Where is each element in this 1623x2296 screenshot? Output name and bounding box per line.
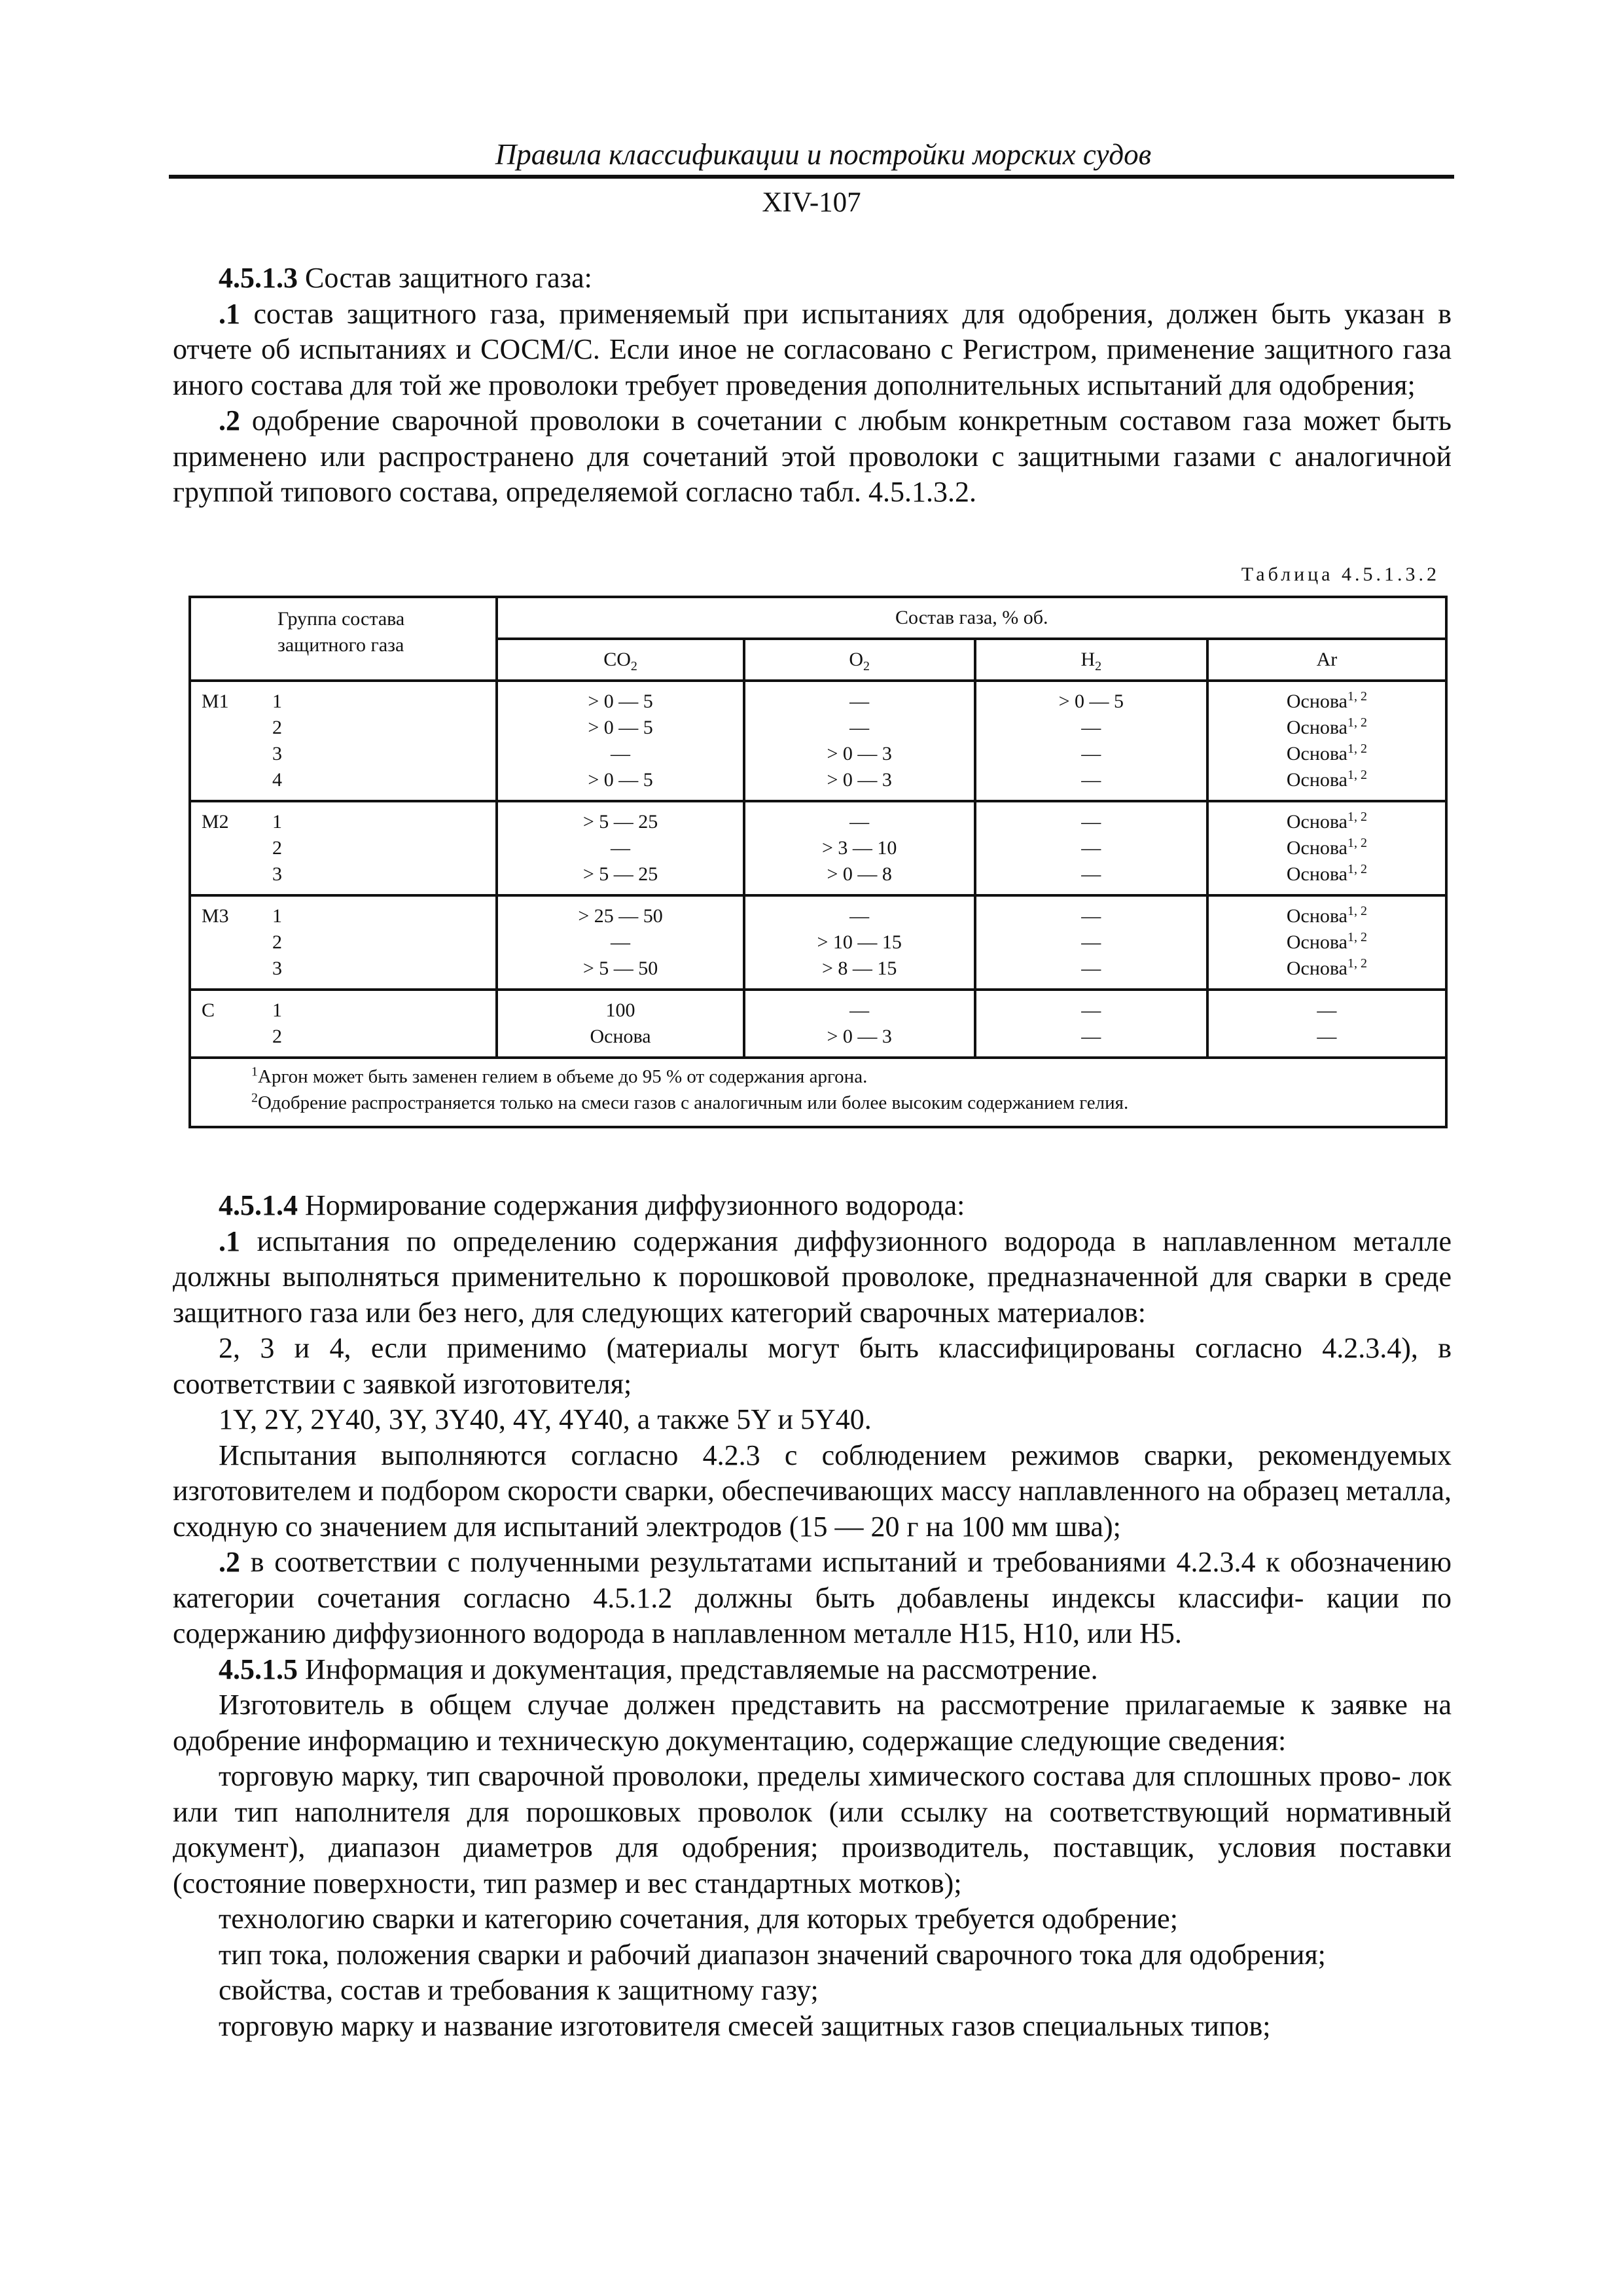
value-co2: Основа bbox=[590, 1026, 651, 1047]
value-h2: — bbox=[1081, 837, 1101, 859]
section-4514-para-b: 1Y, 2Y, 2Y40, 3Y, 3Y40, 4Y, 4Y40, а также 5Y и 5Y40. bbox=[219, 1403, 872, 1435]
table-footnotes bbox=[190, 1058, 1446, 1127]
value-co2: 100 bbox=[605, 999, 635, 1021]
subgroup-number: 2 bbox=[272, 837, 282, 859]
cell-ar bbox=[1207, 681, 1446, 801]
subgroup-number: 2 bbox=[272, 931, 282, 953]
value-h2: — bbox=[1081, 811, 1101, 833]
value-ar: Основа$^{1, 2}$ bbox=[1286, 836, 1367, 859]
value-o2: > 0 — 3 bbox=[827, 743, 892, 764]
section-4515-item: торговую марку, тип сварочной проволоки, пределы химического состава для сплошных прово- лок или тип наполнителя для порошковых проволок (или ссылку на соответствующий нормативный документ), диапазон диаметров для одобрения; производитель, поставщик, условия поставки (состояние поверхности, тип размер и вес стандартных мотков); bbox=[173, 1760, 1452, 1899]
gas-composition-table bbox=[188, 596, 1448, 1128]
section-4513-heading: 4.5.1.3 Состав защитного газа: bbox=[219, 262, 592, 294]
col-header-co2: $CO_2$ bbox=[497, 639, 743, 681]
value-o2: — bbox=[849, 905, 870, 927]
value-co2: > 0 — 5 bbox=[588, 769, 653, 791]
value-ar: — bbox=[1317, 999, 1337, 1021]
value-h2: — bbox=[1081, 769, 1101, 791]
group-cell bbox=[190, 895, 497, 990]
group-subnumbers bbox=[272, 903, 282, 982]
header-rule bbox=[169, 175, 1454, 179]
value-ar: Основа$^{1, 2}$ bbox=[1286, 689, 1367, 712]
value-o2: > 0 — 8 bbox=[827, 863, 892, 885]
subgroup-number: 1 bbox=[272, 905, 282, 927]
cell-co2 bbox=[497, 990, 743, 1058]
value-co2: > 0 — 5 bbox=[588, 691, 653, 712]
section-4514-heading: 4.5.1.4 Нормирование содержания диффузионного водорода: bbox=[219, 1189, 965, 1221]
running-header-title: Правила классификации и постройки морских судов bbox=[495, 138, 1152, 171]
section-4514-para-a: 2, 3 и 4, если применимо (материалы могут быть классифицированы согласно 4.2.3.4), в соответствии с заявкой изготовителя; bbox=[173, 1332, 1452, 1400]
subgroup-number: 1 bbox=[272, 691, 282, 712]
group-name: M1 bbox=[202, 691, 229, 712]
subgroup-number: 1 bbox=[272, 811, 282, 833]
cell-co2 bbox=[497, 895, 743, 990]
section-4513 bbox=[173, 260, 1452, 511]
subgroup-number: 2 bbox=[272, 1026, 282, 1047]
cell-h2 bbox=[975, 801, 1207, 895]
value-co2: > 5 — 50 bbox=[582, 958, 658, 979]
value-h2: — bbox=[1081, 717, 1101, 738]
section-4515-heading: 4.5.1.5 Информация и документация, представляемые на рассмотрение. bbox=[219, 1653, 1098, 1685]
section-4514-item-2: .2 в соответствии с полученными результатами испытаний и требованиями 4.2.3.4 к обозначению категории сочетания согласно 4.5.1.2 должны быть добавлены индексы классифи- кации по содержанию диффузионного водорода в наплавленном металле H15, H10, или H5. bbox=[173, 1546, 1452, 1649]
cell-o2 bbox=[744, 895, 975, 990]
subgroup-number: 2 bbox=[272, 717, 282, 738]
value-ar: Основа$^{1, 2}$ bbox=[1286, 904, 1367, 927]
subgroup-number: 3 bbox=[272, 958, 282, 979]
value-h2: — bbox=[1081, 863, 1101, 885]
cell-o2 bbox=[744, 990, 975, 1058]
subgroup-number: 1 bbox=[272, 999, 282, 1021]
value-o2: — bbox=[849, 811, 870, 833]
value-co2: > 5 — 25 bbox=[582, 863, 658, 885]
table-body bbox=[190, 681, 1446, 1058]
section-4513-item-1: .1 состав защитного газа, применяемый при испытаниях для одобрения, должен быть указан в отчете об испытаниях и СОСМ/С. Если иное не согласовано с Регистром, применение защитного газа иного состава для той же проволоки требует проведения дополнительных испытаний для одобрения; bbox=[173, 297, 1452, 401]
value-ar: Основа$^{1, 2}$ bbox=[1286, 742, 1367, 764]
value-co2: — bbox=[611, 743, 631, 764]
cell-ar bbox=[1207, 895, 1446, 990]
cell-o2 bbox=[744, 801, 975, 895]
value-ar: Основа$^{1, 2}$ bbox=[1286, 810, 1367, 833]
value-ar: Основа$^{1, 2}$ bbox=[1286, 768, 1367, 791]
group-name: M2 bbox=[202, 811, 229, 833]
footnote-1: $^1$Аргон может быть заменен гелием в объеме до 95 % от содержания аргона. bbox=[251, 1064, 868, 1087]
col-header-ar: Ar bbox=[1207, 639, 1446, 681]
section-4514 bbox=[173, 1188, 1452, 2044]
section-4515-item: торговую марку и название изготовителя смесей защитных газов специальных типов; bbox=[219, 2009, 1271, 2042]
value-ar: Основа$^{1, 2}$ bbox=[1286, 930, 1367, 953]
value-co2: — bbox=[611, 931, 631, 953]
cell-co2 bbox=[497, 681, 743, 801]
subgroup-number: 3 bbox=[272, 743, 282, 764]
group-subnumbers bbox=[272, 689, 282, 793]
group-name: M3 bbox=[202, 905, 229, 927]
value-h2: — bbox=[1081, 958, 1101, 979]
value-o2: > 10 — 15 bbox=[817, 931, 902, 953]
value-co2: > 0 — 5 bbox=[588, 717, 653, 738]
value-co2: > 25 — 50 bbox=[578, 905, 663, 927]
group-column-header: Группа состава защитного газа bbox=[190, 597, 497, 681]
section-4514-para-c: Испытания выполняются согласно 4.2.3 с соблюдением режимов сварки, рекомендуемых изготовителем и подбором скорости сварки, обеспечивающих массу наплавленного на образец металла, сходную со значением для испытаний электродов (15 — 20 г на 100 мм шва); bbox=[173, 1439, 1452, 1543]
value-o2: > 8 — 15 bbox=[821, 958, 897, 979]
value-h2: — bbox=[1081, 999, 1101, 1021]
cell-ar bbox=[1207, 990, 1446, 1058]
section-4513-item-2: .2 одобрение сварочной проволоки в сочетании с любым конкретным составом газа может быть применено или распространено для сочетаний этой проволоки с защитными газами с аналогичной группой типового состава, определяемой согласно табл. 4.5.1.3.2. bbox=[173, 404, 1452, 508]
group-name: C bbox=[202, 999, 215, 1021]
value-o2: — bbox=[849, 717, 870, 738]
cell-ar bbox=[1207, 801, 1446, 895]
cell-h2 bbox=[975, 895, 1207, 990]
value-o2: — bbox=[849, 999, 870, 1021]
value-ar: Основа$^{1, 2}$ bbox=[1286, 956, 1367, 979]
group-subnumbers bbox=[272, 809, 282, 888]
value-ar: Основа$^{1, 2}$ bbox=[1286, 862, 1367, 885]
section-4515-item: свойства, состав и требования к защитному газу; bbox=[219, 1974, 819, 2006]
group-cell bbox=[190, 801, 497, 895]
section-4514-item-1: .1 испытания по определению содержания диффузионного водорода в наплавленном металле должны выполняться применительно к порошковой проволоке, предназначенной для сварки в среде защитного газа или без него, для следующих категорий сварочных материалов: bbox=[173, 1225, 1452, 1329]
table-group-row bbox=[190, 681, 1446, 801]
section-4515-intro: Изготовитель в общем случае должен представить на рассмотрение прилагаемые к заявке на одобрение информацию и техническую документацию, содержащие следующие сведения: bbox=[173, 1689, 1452, 1757]
value-h2: — bbox=[1081, 743, 1101, 764]
section-4515-item: технологию сварки и категорию сочетания, для которых требуется одобрение; bbox=[219, 1903, 1178, 1935]
value-h2: — bbox=[1081, 1026, 1101, 1047]
col-header-o2: $O_2$ bbox=[744, 639, 975, 681]
subgroup-number: 4 bbox=[272, 769, 282, 791]
table-group-row bbox=[190, 990, 1446, 1058]
footnote-2: $^2$Одобрение распространяется только на смеси газов с аналогичным или более высоким содержанием гелия. bbox=[251, 1090, 1129, 1113]
value-ar: — bbox=[1317, 1026, 1337, 1047]
value-co2: > 5 — 25 bbox=[582, 811, 658, 833]
table-group-row bbox=[190, 801, 1446, 895]
value-co2: — bbox=[611, 837, 631, 859]
cell-h2 bbox=[975, 681, 1207, 801]
composition-header: Состав газа, % об. bbox=[497, 597, 1446, 639]
value-o2: — bbox=[849, 691, 870, 712]
value-ar: Основа$^{1, 2}$ bbox=[1286, 715, 1367, 738]
group-subnumbers bbox=[272, 997, 282, 1050]
cell-h2 bbox=[975, 990, 1207, 1058]
value-o2: > 3 — 10 bbox=[821, 837, 897, 859]
group-cell bbox=[190, 681, 497, 801]
value-h2: > 0 — 5 bbox=[1058, 691, 1124, 712]
value-h2: — bbox=[1081, 905, 1101, 927]
table-group-row bbox=[190, 895, 1446, 990]
group-cell bbox=[190, 990, 497, 1058]
subgroup-number: 3 bbox=[272, 863, 282, 885]
page-number: XIV-107 bbox=[762, 187, 861, 218]
table-caption: Таблица 4.5.1.3.2 bbox=[1241, 564, 1440, 585]
value-o2: > 0 — 3 bbox=[827, 769, 892, 791]
value-o2: > 0 — 3 bbox=[827, 1026, 892, 1047]
value-h2: — bbox=[1081, 931, 1101, 953]
cell-o2 bbox=[744, 681, 975, 801]
cell-co2 bbox=[497, 801, 743, 895]
col-header-h2: $H_2$ bbox=[975, 639, 1207, 681]
section-4515-item: тип тока, положения сварки и рабочий диапазон значений сварочного тока для одобрения; bbox=[219, 1938, 1326, 1971]
